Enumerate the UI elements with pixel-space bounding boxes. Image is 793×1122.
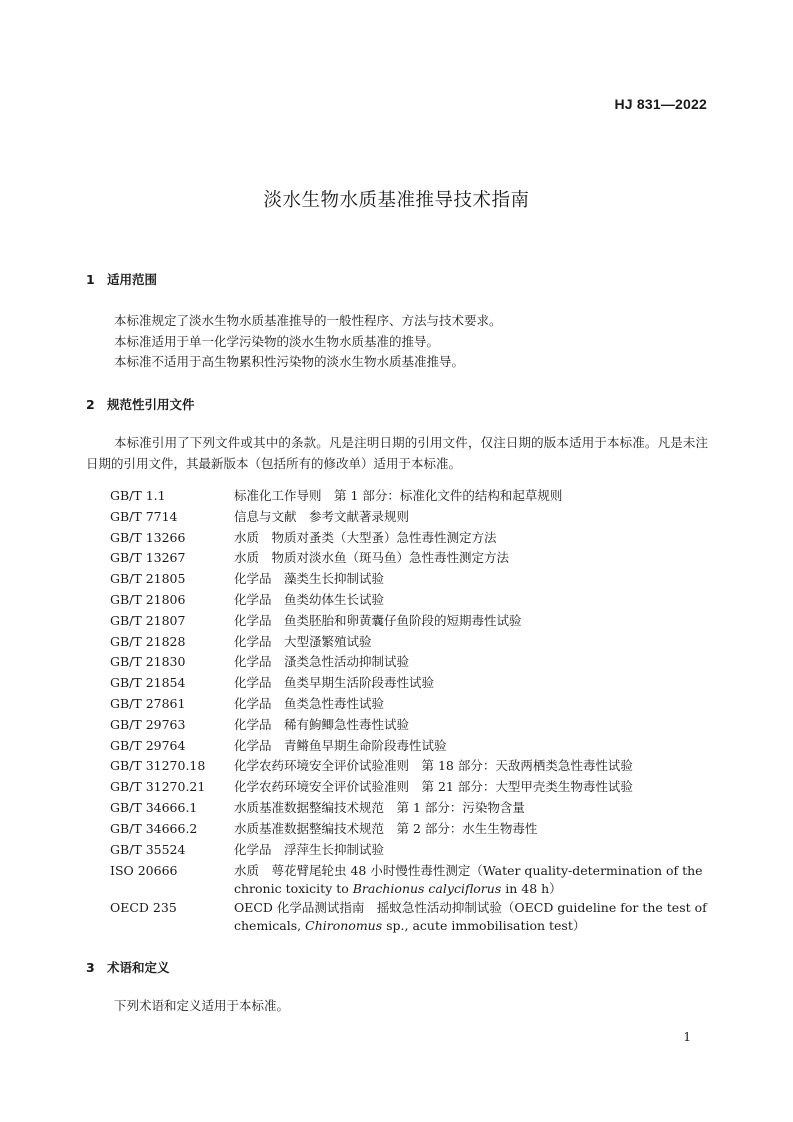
section-2-intro: 本标准引用了下列文件或其中的条款。凡是注明日期的引用文件，仅注日期的版本适用于本标准。凡是未注日期的引用文件，其最新版本（包括所有的修改单）适用于本标准。 xyxy=(86,435,708,471)
reference-code: GB/T 29764 xyxy=(110,737,186,753)
reference-title: 化学农药环境安全评价试验准则 第 18 部分：天敌两栖类急性毒性试验 xyxy=(234,758,633,774)
page-number: 1 xyxy=(683,1030,691,1044)
section-title: 规范性引用文件 xyxy=(107,397,195,412)
reference-item xyxy=(110,590,710,611)
reference-list xyxy=(110,486,710,935)
reference-item xyxy=(110,632,710,653)
reference-item xyxy=(110,862,710,897)
reference-title: 化学品 藻类生长抑制试验 xyxy=(234,571,385,587)
standard-code: HJ 831—2022 xyxy=(614,96,707,112)
reference-title: 化学农药环境安全评价试验准则 第 21 部分：大型甲壳类生物毒性试验 xyxy=(234,779,633,795)
reference-item xyxy=(110,507,710,528)
reference-title: 化学品 鱼类早期生活阶段毒性试验 xyxy=(234,675,435,691)
section-1-body xyxy=(114,311,502,373)
reference-code: GB/T 21807 xyxy=(110,612,186,628)
reference-title: OECD 化学品测试指南 摇蚊急性活动抑制试验（OECD guideline for the test of chemicals, Chironomus sp., acute immobilisation test） xyxy=(234,900,707,933)
reference-code: GB/T 31270.18 xyxy=(110,758,206,774)
reference-title: 水质 物质对淡水鱼（斑马鱼）急性毒性测定方法 xyxy=(234,550,510,566)
reference-title: 标准化工作导则 第 1 部分：标准化文件的结构和起草规则 xyxy=(234,488,563,503)
reference-item xyxy=(110,611,710,632)
paragraph: 本标准规定了淡水生物水质基准推导的一般性程序、方法与技术要求。 xyxy=(114,313,502,328)
reference-code: GB/T 31270.21 xyxy=(110,779,206,795)
reference-title: 化学品 鱼类幼体生长试验 xyxy=(234,591,385,607)
reference-title: 化学品 溞类急性活动抑制试验 xyxy=(234,654,410,670)
reference-code: GB/T 34666.2 xyxy=(110,820,198,836)
section-number: 3 xyxy=(86,960,95,975)
reference-item xyxy=(110,569,710,590)
reference-code: ISO 20666 xyxy=(110,863,178,879)
reference-title: 化学品 大型溞繁殖试验 xyxy=(234,633,372,649)
paragraph: 下列术语和定义适用于本标准。 xyxy=(114,998,290,1013)
reference-item xyxy=(110,736,710,757)
reference-code: GB/T 13266 xyxy=(110,529,186,545)
section-3-heading xyxy=(86,958,170,976)
reference-code: GB/T 34666.1 xyxy=(110,799,198,815)
section-number: 1 xyxy=(86,272,95,287)
section-2-heading xyxy=(86,395,195,413)
section-1-heading xyxy=(86,270,157,288)
reference-code: GB/T 21828 xyxy=(110,633,186,649)
reference-item xyxy=(110,548,710,569)
reference-code: GB/T 21830 xyxy=(110,654,186,670)
section-title: 术语和定义 xyxy=(107,960,170,975)
reference-code: GB/T 29763 xyxy=(110,716,186,732)
reference-code: OECD 235 xyxy=(110,900,177,916)
reference-item xyxy=(110,798,710,819)
reference-code: GB/T 1.1 xyxy=(110,488,166,503)
reference-code: GB/T 35524 xyxy=(110,841,186,857)
reference-title: 化学品 青鳉鱼早期生命阶段毒性试验 xyxy=(234,737,447,753)
genus-name: Chironomus xyxy=(305,917,383,933)
reference-code: GB/T 7714 xyxy=(110,508,178,524)
section-number: 2 xyxy=(86,397,95,412)
reference-item xyxy=(110,715,710,736)
species-name: Brachionus calyciflorus xyxy=(352,880,502,896)
reference-title: 水质基准数据整编技术规范 第 1 部分：污染物含量 xyxy=(234,799,525,815)
reference-title: 水质基准数据整编技术规范 第 2 部分：水生生物毒性 xyxy=(234,820,538,836)
reference-title: 水质 萼花臂尾轮虫 48 小时慢性毒性测定（Water quality-determination of the chronic toxicity to Brachionus calyciflorus in 48 h） xyxy=(234,863,703,896)
reference-title: 水质 物质对蚤类（大型蚤）急性毒性测定方法 xyxy=(234,529,497,545)
reference-title: 信息与文献 参考文献著录规则 xyxy=(234,508,410,524)
reference-code: GB/T 13267 xyxy=(110,550,186,566)
reference-title: 化学品 稀有鮈鲫急性毒性试验 xyxy=(234,716,410,732)
reference-item xyxy=(110,694,710,715)
reference-item xyxy=(110,528,710,549)
reference-code: GB/T 21806 xyxy=(110,591,186,607)
reference-item xyxy=(110,756,710,777)
paragraph: 本标准不适用于高生物累积性污染物的淡水生物水质基准推导。 xyxy=(114,354,465,369)
reference-item xyxy=(110,840,710,861)
reference-item xyxy=(110,652,710,673)
reference-item xyxy=(110,777,710,798)
section-3-body xyxy=(114,996,289,1017)
reference-title: 化学品 鱼类胚胎和卵黄囊仔鱼阶段的短期毒性试验 xyxy=(234,612,522,628)
reference-item xyxy=(110,899,710,934)
reference-title: 化学品 鱼类急性毒性试验 xyxy=(234,695,385,711)
document-title: 淡水生物水质基准推导技术指南 xyxy=(263,190,530,211)
reference-title: 化学品 浮萍生长抑制试验 xyxy=(234,841,385,857)
reference-item xyxy=(110,673,710,694)
reference-code: GB/T 21805 xyxy=(110,571,186,587)
reference-code: GB/T 27861 xyxy=(110,695,186,711)
reference-code: GB/T 21854 xyxy=(110,675,186,691)
reference-item xyxy=(110,819,710,840)
reference-item xyxy=(110,486,710,507)
section-title: 适用范围 xyxy=(107,272,158,287)
paragraph: 本标准适用于单一化学污染物的淡水生物水质基准的推导。 xyxy=(114,333,440,349)
